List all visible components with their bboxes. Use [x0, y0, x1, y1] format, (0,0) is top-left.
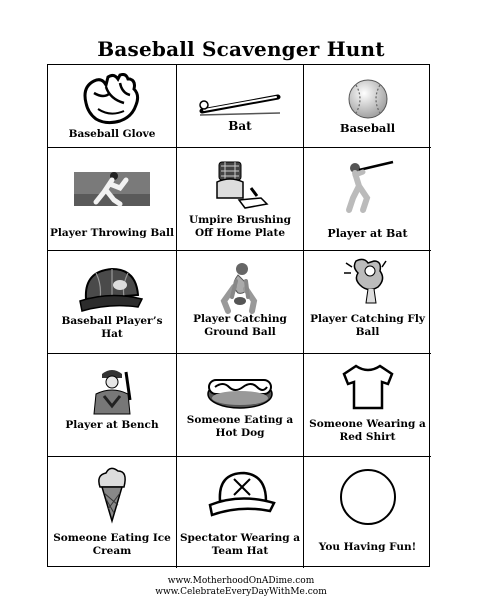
t-shirt-icon — [338, 362, 398, 412]
footer-link-motherhood[interactable]: www.MotherhoodOnADime.com — [167, 576, 315, 586]
umpire-icon — [209, 158, 271, 210]
cell-bat — [177, 65, 304, 148]
cell-label: You Having Fun! — [318, 541, 417, 553]
cell-player-fly-ball — [304, 251, 431, 354]
bench-player-icon — [86, 366, 138, 418]
fielder-icon — [212, 261, 268, 315]
cell-player-throwing — [48, 148, 177, 251]
cell-label: Baseball — [339, 121, 396, 135]
cell-baseball-glove — [48, 65, 177, 148]
cell-label: Umpire Brushing Off Home Plate — [188, 214, 292, 239]
cell-having-fun — [304, 457, 431, 568]
cell-label: Spectator Wearing a Team Hat — [179, 532, 301, 557]
player-hat-icon — [76, 261, 148, 315]
cell-umpire — [177, 148, 304, 251]
cell-ice-cream — [48, 457, 177, 568]
cell-label: Someone Eating Ice Cream — [53, 532, 171, 557]
baseball-icon — [346, 77, 390, 121]
cell-label: Bat — [228, 119, 252, 133]
cell-player-ground-ball — [177, 251, 304, 354]
scavenger-grid — [47, 64, 430, 567]
glove-catch-icon — [342, 257, 394, 307]
cell-red-shirt — [304, 354, 431, 457]
page-title: Baseball Scavenger Hunt — [97, 37, 385, 61]
cell-label: Player at Bench — [65, 419, 159, 431]
cell-label: Player at Bat — [327, 227, 408, 240]
cell-label: Baseball Glove — [68, 128, 156, 140]
empty-circle-icon — [338, 467, 398, 527]
ice-cream-icon — [92, 465, 132, 525]
hot-dog-icon — [205, 368, 275, 414]
cell-label: Player Throwing Ball — [50, 227, 174, 239]
cell-label: Someone Wearing a Red Shirt — [309, 418, 426, 443]
batter-icon — [333, 158, 403, 214]
cell-label: Player Catching Ground Ball — [193, 313, 287, 338]
pitcher-icon — [74, 166, 150, 210]
cell-player-hat — [48, 251, 177, 354]
cell-player-bench — [48, 354, 177, 457]
cell-hot-dog — [177, 354, 304, 457]
baseball-glove-icon — [80, 73, 144, 125]
cell-team-hat — [177, 457, 304, 568]
cell-label: Someone Eating a Hot Dog — [186, 414, 294, 439]
footer-link-celebrate[interactable]: www.CelebrateEveryDayWithMe.com — [155, 587, 327, 597]
cell-player-at-bat — [304, 148, 431, 251]
cell-label: Player Catching Fly Ball — [310, 313, 425, 338]
cell-label: Baseball Player’s Hat — [61, 315, 163, 340]
cell-baseball — [304, 65, 431, 148]
team-cap-icon — [204, 465, 276, 521]
bat-icon — [198, 89, 282, 117]
